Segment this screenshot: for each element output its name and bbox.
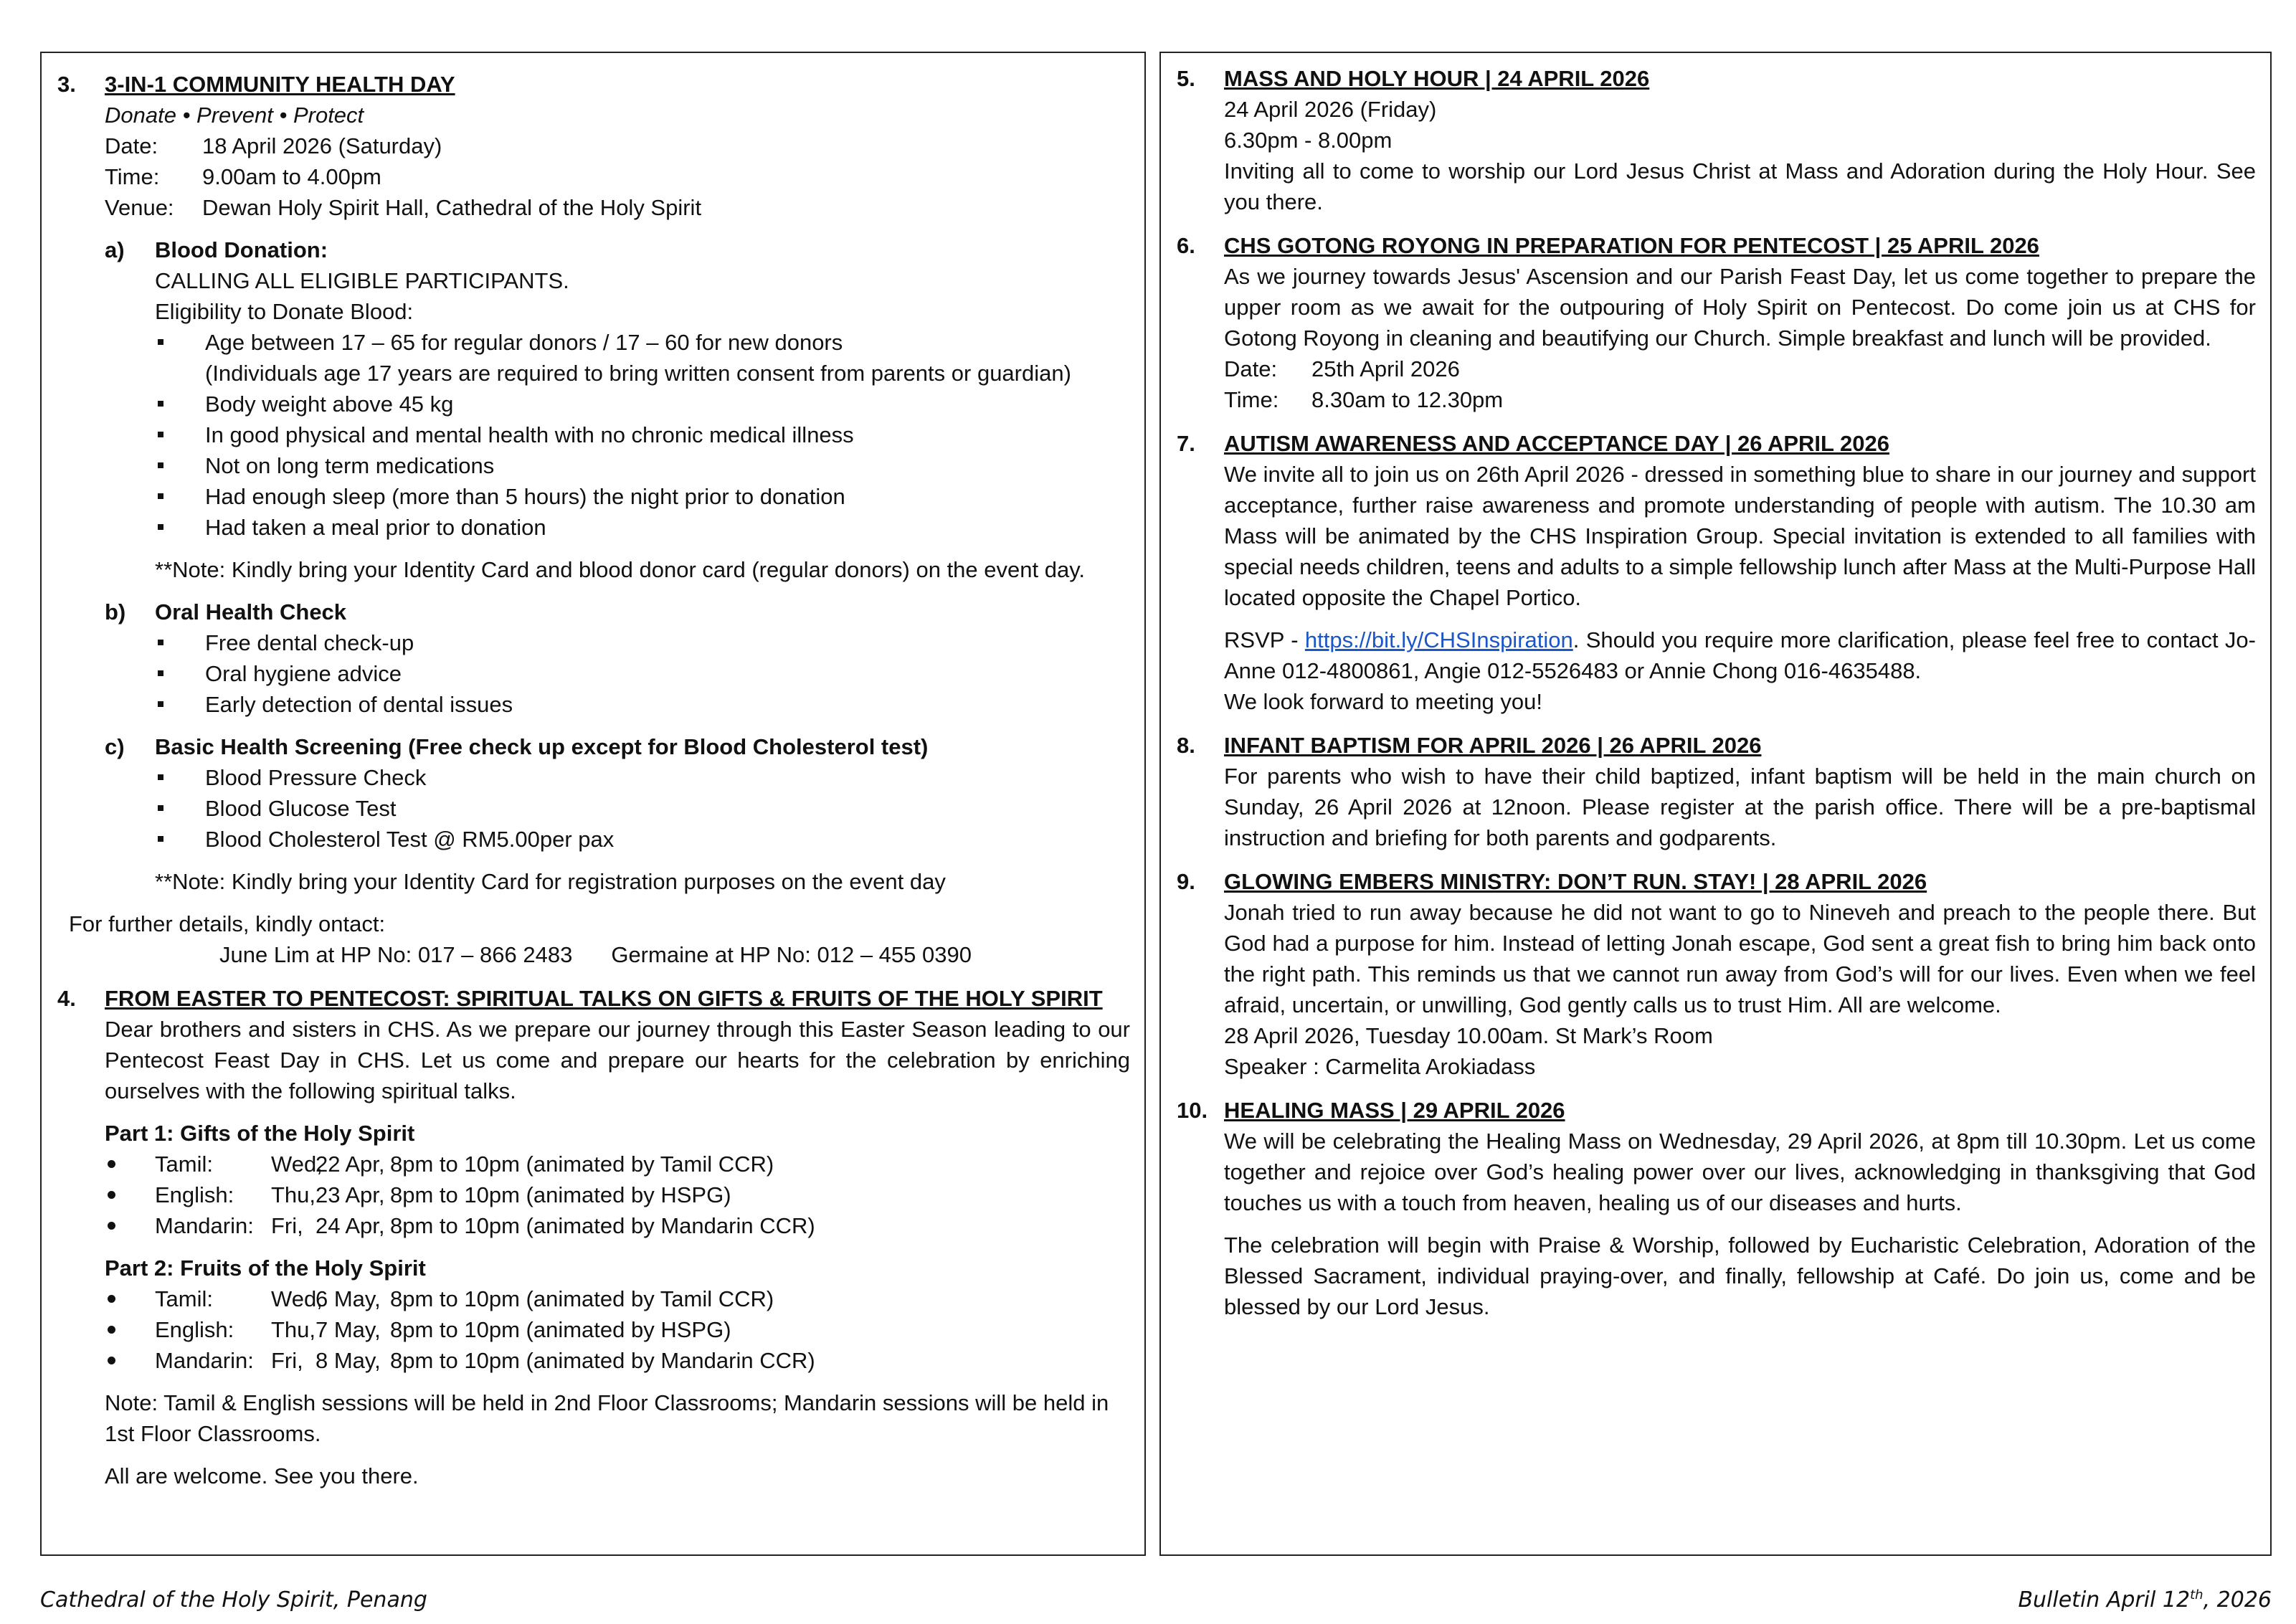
session-language: Tamil: — [155, 1151, 213, 1177]
footer-date-prefix: Bulletin April 12 — [2018, 1587, 2191, 1613]
date-row — [1224, 353, 2256, 384]
section-number: 7. — [1177, 431, 1195, 456]
list-item: Free dental check-up — [155, 627, 1130, 658]
session-row — [105, 1210, 1130, 1241]
section-heading: MASS AND HOLY HOUR | 24 APRIL 2026 — [1224, 66, 1650, 91]
session-detail: 8pm to 10pm (animated by HSPG) — [390, 1317, 731, 1342]
footer-bulletin-date — [2018, 1585, 2272, 1615]
subsection-oral-health — [105, 597, 1130, 720]
section-4 — [56, 983, 1130, 1491]
bullet — [105, 1314, 155, 1345]
subsection-health-screening — [105, 731, 1130, 897]
rsvp-link[interactable]: https://bit.ly/CHSInspiration — [1304, 627, 1573, 652]
venue-value: Dewan Holy Spirit Hall, Cathedral of the Holy Spirit — [202, 195, 702, 220]
list-item — [155, 327, 1130, 389]
session-date: 7 May, — [316, 1317, 381, 1342]
oral-health-list — [155, 627, 1130, 720]
date-row — [105, 130, 1130, 161]
section-body: Inviting all to come to worship our Lord Jesus Christ at Mass and Adoration during the Holy Hour. See you there. — [1224, 158, 2256, 214]
time-row — [1224, 384, 2256, 415]
closing-line: We look forward to meeting you! — [1224, 689, 1542, 714]
time-value: 9.00am to 4.00pm — [202, 164, 381, 189]
list-item: Had taken a meal prior to donation — [155, 512, 1130, 543]
session-language: Mandarin: — [155, 1348, 254, 1373]
session-detail: 8pm to 10pm (animated by HSPG) — [390, 1182, 731, 1207]
event-time: 6.30pm - 8.00pm — [1224, 128, 1393, 153]
section-heading: GLOWING EMBERS MINISTRY: DON’T RUN. STAY! | 28 APRIL 2026 — [1224, 869, 1927, 894]
subsection-letter: c) — [105, 734, 125, 759]
session-row — [105, 1283, 1130, 1314]
section-heading: AUTISM AWARENESS AND ACCEPTANCE DAY | 26 APRIL 2026 — [1224, 431, 1889, 456]
rsvp-paragraph — [1224, 625, 2256, 686]
session-row — [105, 1149, 1130, 1179]
list-item: In good physical and mental health with no chronic medical illness — [155, 419, 1130, 450]
section-7 — [1175, 428, 2256, 717]
date-value: 25th April 2026 — [1311, 356, 1460, 381]
section-number: 9. — [1177, 869, 1195, 894]
date-value: 18 April 2026 (Saturday) — [202, 133, 442, 158]
section-heading: HEALING MASS | 29 APRIL 2026 — [1224, 1098, 1565, 1123]
session-day: Thu, — [271, 1182, 316, 1207]
session-date: 22 Apr, — [316, 1151, 385, 1177]
list-item-text: Age between 17 – 65 for regular donors / 17 – 60 for new donors — [205, 330, 843, 355]
session-language: English: — [155, 1182, 234, 1207]
list-item: Blood Cholesterol Test @ RM5.00per pax — [155, 824, 1130, 855]
session-date: 8 May, — [316, 1348, 381, 1373]
session-language: Mandarin: — [155, 1213, 254, 1238]
note: **Note: Kindly bring your Identity Card and blood donor card (regular donors) on the event day. — [155, 557, 1086, 582]
session-language: English: — [155, 1317, 234, 1342]
rsvp-label: RSVP - — [1224, 627, 1305, 652]
bullet — [105, 1149, 155, 1179]
section-body: For parents who wish to have their child baptized, infant baptism will be held in the main church on Sunday, 26 April 2026 at 12noon. Please register at the parish office. There will be a pre-baptismal instruction and briefing for both parents and godparents. — [1224, 764, 2256, 850]
time-label: Time: — [1224, 387, 1279, 412]
subsection-title: Oral Health Check — [155, 599, 347, 625]
session-row — [105, 1345, 1130, 1376]
session-language: Tamil: — [155, 1286, 213, 1311]
venue-label: Venue: — [105, 195, 174, 220]
session-day: Fri, — [271, 1348, 303, 1373]
section-5 — [1175, 63, 2256, 217]
session-date: 6 May, — [316, 1286, 381, 1311]
list-item: Blood Pressure Check — [155, 762, 1130, 793]
subsection-letter: b) — [105, 599, 126, 625]
part1-sessions — [105, 1149, 1130, 1241]
session-detail: 8pm to 10pm (animated by Tamil CCR) — [390, 1151, 774, 1177]
session-row — [105, 1314, 1130, 1345]
session-day: Thu, — [271, 1317, 316, 1342]
session-detail: 8pm to 10pm (animated by Mandarin CCR) — [390, 1348, 815, 1373]
section-heading: FROM EASTER TO PENTECOST: SPIRITUAL TALKS ON GIFTS & FRUITS OF THE HOLY SPIRIT — [105, 986, 1103, 1011]
screening-list — [155, 762, 1130, 855]
time-row — [105, 161, 1130, 192]
section-9 — [1175, 866, 2256, 1082]
contact-germaine: Germaine at HP No: 012 – 455 0390 — [611, 942, 972, 967]
note: **Note: Kindly bring your Identity Card for registration purposes on the event day — [155, 869, 946, 894]
section-body: As we journey towards Jesus' Ascension and our Parish Feast Day, let us come together to prepare the upper room as we await for the outpouring of Holy Spirit on Pentecost. Do come join us at CHS for Gotong Royong in cleaning and beautifying our Church. Simple breakfast and lunch will be provided. — [1224, 264, 2256, 351]
session-row — [105, 1179, 1130, 1210]
section-3 — [56, 69, 1130, 970]
closing-line: All are welcome. See you there. — [105, 1463, 419, 1488]
section-6 — [1175, 230, 2256, 415]
date-label: Date: — [1224, 356, 1278, 381]
session-detail: 8pm to 10pm (animated by Mandarin CCR) — [390, 1213, 815, 1238]
list-item: Blood Glucose Test — [155, 793, 1130, 824]
left-column — [40, 52, 1146, 1556]
date-label: Date: — [105, 133, 158, 158]
section-10 — [1175, 1095, 2256, 1322]
eligibility-list — [155, 327, 1130, 543]
section-heading: 3-IN-1 COMMUNITY HEALTH DAY — [105, 72, 455, 97]
contact-intro: For further details, kindly ontact: — [69, 911, 386, 936]
part2-sessions — [105, 1283, 1130, 1376]
session-day: Fri, — [271, 1213, 303, 1238]
section-number: 3. — [57, 72, 76, 97]
bullet — [105, 1210, 155, 1241]
calling-line: CALLING ALL ELIGIBLE PARTICIPANTS. — [155, 268, 569, 293]
tagline: Donate • Prevent • Protect — [105, 103, 364, 128]
section-number: 6. — [1177, 233, 1195, 258]
section-body: We invite all to join us on 26th April 2026 - dressed in something blue to share in our journey and support acceptance, further raise awareness and promote understanding of people with autism. The 10.30 am Mass will be animated by the CHS Inspiration Group. Special invitation is extended to all families with special needs children, teens and adults to a simple fellowship lunch after Mass at the Multi-Purpose Hall located opposite the Chapel Portico. — [1224, 462, 2256, 610]
part2-title: Part 2: Fruits of the Holy Spirit — [105, 1255, 426, 1281]
session-day: Wed, — [271, 1286, 323, 1311]
bullet — [105, 1345, 155, 1376]
section-number: 4. — [57, 986, 76, 1011]
venue-note: Note: Tamil & English sessions will be held in 2nd Floor Classrooms; Mandarin sessions will be held in 1st Floor Classrooms. — [105, 1390, 1109, 1446]
section-body: We will be celebrating the Healing Mass on Wednesday, 29 April 2026, at 8pm till 10.30pm. Let us come together and rejoice over God’s healing power over our lives, acknowledging in thanksgiving that God touches us with a touch from heaven, healing us of our diseases and hurts. — [1224, 1129, 2256, 1215]
contact-june: June Lim at HP No: 017 – 866 2483 — [219, 942, 573, 967]
list-item: Oral hygiene advice — [155, 658, 1130, 689]
footer-date-suffix: th — [2190, 1587, 2204, 1602]
section-intro: Dear brothers and sisters in CHS. As we prepare our journey through this Easter Season leading to our Pentecost Feast Day in CHS. Let us come and prepare our hearts for the celebration by enriching ourselves with the following spiritual talks. — [105, 1017, 1130, 1103]
session-day: Wed, — [271, 1151, 323, 1177]
section-heading: INFANT BAPTISM FOR APRIL 2026 | 26 APRIL 2026 — [1224, 733, 1762, 758]
part1-title: Part 1: Gifts of the Holy Spirit — [105, 1121, 415, 1146]
subsection-title: Blood Donation: — [155, 237, 328, 262]
section-8 — [1175, 730, 2256, 853]
contact-line — [105, 939, 1130, 970]
session-date: 23 Apr, — [316, 1182, 385, 1207]
bullet — [105, 1179, 155, 1210]
subsection-blood-donation — [105, 234, 1130, 585]
list-item: Not on long term medications — [155, 450, 1130, 481]
session-detail: 8pm to 10pm (animated by Tamil CCR) — [390, 1286, 774, 1311]
list-item: Early detection of dental issues — [155, 689, 1130, 720]
subsection-letter: a) — [105, 237, 125, 262]
session-date: 24 Apr, — [316, 1213, 385, 1238]
rsvp-text: . Should you require more clarification, please feel free to contact Jo-Anne 012-4800861, Angie 012-5526483 or Annie Chong 016-4635488. — [1224, 627, 2256, 683]
right-column — [1159, 52, 2272, 1556]
venue-row — [105, 192, 1130, 223]
list-item: Body weight above 45 kg — [155, 389, 1130, 419]
footer-parish-name: Cathedral of the Holy Spirit, Penang — [40, 1587, 427, 1613]
bullet — [105, 1283, 155, 1314]
time-value: 8.30am to 12.30pm — [1311, 387, 1504, 412]
section-body: Jonah tried to run away because he did not want to go to Nineveh and preach to the people there. But God had a purpose for him. Instead of letting Jonah escape, God sent a great fish to bring him back onto the right path. This reminds us that we cannot run away from God’s will for our lives. Even when we feel afraid, uncertain, or unwilling, God gently calls us to trust Him. All are welcome. — [1224, 900, 2256, 1017]
list-item-subtext: (Individuals age 17 years are required to bring written consent from parents or guardian) — [205, 361, 1071, 386]
section-number: 8. — [1177, 733, 1195, 758]
event-when: 28 April 2026, Tuesday 10.00am. St Mark’s Room — [1224, 1023, 1713, 1048]
list-item: Had enough sleep (more than 5 hours) the night prior to donation — [155, 481, 1130, 512]
time-label: Time: — [105, 164, 160, 189]
section-number: 5. — [1177, 66, 1195, 91]
section-number: 10. — [1177, 1098, 1208, 1123]
section-heading: CHS GOTONG ROYONG IN PREPARATION FOR PENTECOST | 25 APRIL 2026 — [1224, 233, 2039, 258]
eligibility-line: Eligibility to Donate Blood: — [155, 299, 414, 324]
event-date: 24 April 2026 (Friday) — [1224, 97, 1437, 122]
footer-date-year: , 2026 — [2203, 1587, 2272, 1613]
section-body-2: The celebration will begin with Praise & Worship, followed by Eucharistic Celebration, Adoration of the Blessed Sacrament, individual praying-over, and finally, fellowship at Café. Do join us, come and be blessed by our Lord Jesus. — [1224, 1233, 2256, 1319]
speaker: Speaker : Carmelita Arokiadass — [1224, 1054, 1536, 1079]
subsection-title: Basic Health Screening (Free check up except for Blood Cholesterol test) — [155, 734, 929, 759]
